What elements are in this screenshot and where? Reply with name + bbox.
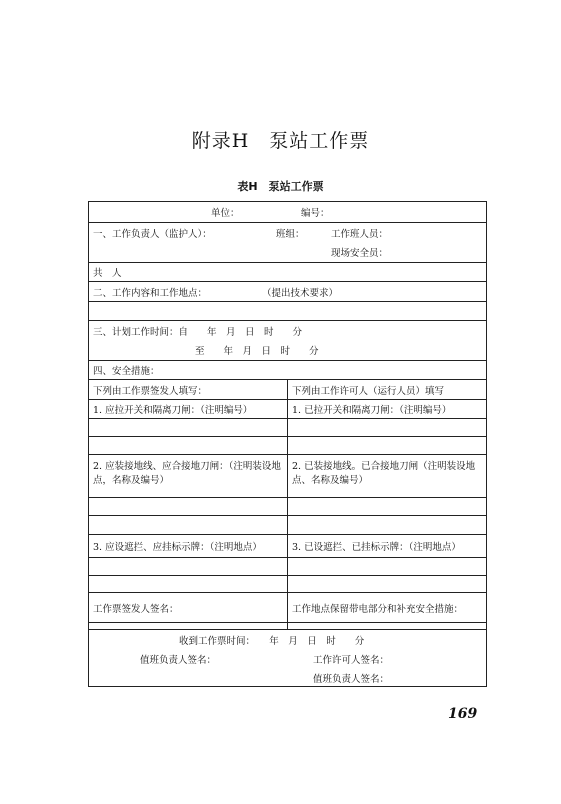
duty-sign: 值班负责人签名： <box>140 654 217 666</box>
table-caption: 表H 泵站工作票 <box>237 180 324 193</box>
row-signatures <box>89 592 486 622</box>
row-unit <box>89 202 486 222</box>
switch-opened: 1. 已拉开关和隔离刀闸：（注明编号） <box>292 405 452 416</box>
permit-sign: 工作许可人签名： <box>313 654 390 666</box>
blank-cell <box>89 558 288 575</box>
extra-measures: 工作地点保留带电部分和补充安全措施： <box>292 603 464 615</box>
unit-label: 单位： <box>211 208 240 219</box>
row-headers <box>89 379 486 399</box>
blank-cell <box>288 437 486 454</box>
blank-cell <box>89 516 288 534</box>
row-blank <box>89 418 486 436</box>
blank-cell <box>288 516 486 534</box>
blank-cell <box>288 419 486 436</box>
members-label: 工作班人员： <box>331 228 389 240</box>
row-grounding <box>89 454 486 497</box>
plan-to-label: 至 年 月 日 时 分 <box>195 346 319 357</box>
received-time: 收到工作票时间： 年 月 日 时 分 <box>179 635 365 647</box>
barrier-set: 3. 已设遮拦、已挂标示牌：（注明地点） <box>292 542 461 553</box>
row-safety-officer <box>89 242 486 262</box>
row-duty-2 <box>89 668 486 687</box>
team-label: 班组： <box>276 228 305 240</box>
content-note: （提出技术要求） <box>262 287 339 299</box>
row-duty-permit <box>89 649 486 668</box>
blank-cell <box>288 576 486 592</box>
row-received <box>89 629 486 649</box>
blank-cell <box>89 437 288 454</box>
plan-from-label: 三、计划工作时间：自 年 月 日 时 分 <box>93 326 303 338</box>
barrier-to-set: 3. 应设遮拦、应挂标示牌：（注明地点） <box>89 535 288 557</box>
safety-officer-label: 现场安全员： <box>331 248 389 259</box>
blank-cell <box>89 419 288 436</box>
row-total <box>89 262 486 281</box>
blank-cell <box>89 576 288 592</box>
row-leader <box>89 222 486 242</box>
row-blank <box>89 575 486 592</box>
content-label: 二、工作内容和工作地点： <box>93 287 208 299</box>
row-plan-from <box>89 320 486 340</box>
duty-sign-2: 值班负责人签名： <box>313 673 390 685</box>
page-number: 169 <box>448 706 478 722</box>
row-blank <box>89 622 486 629</box>
measures-label: 四、安全措施： <box>93 366 160 377</box>
row-blank <box>89 497 486 515</box>
grounding-to-install: 2. 应装接地线、应合接地刀闸：（注明装设地点，名称及编号） <box>89 455 288 497</box>
blank-cell <box>288 558 486 575</box>
row-switch <box>89 399 486 418</box>
switch-to-open: 1. 应拉开关和隔离刀闸：（注明编号） <box>89 400 288 418</box>
row-content-blank <box>89 301 486 320</box>
issuer-sign: 工作票签发人签名： <box>89 593 288 622</box>
appendix-title: 附录H 泵站工作票 <box>191 130 370 152</box>
leader-label: 一、工作负责人（监护人）： <box>93 228 212 240</box>
left-header: 下列由工作票签发人填写： <box>89 380 288 399</box>
blank-cell <box>288 498 486 515</box>
row-plan-to <box>89 340 486 360</box>
row-content <box>89 281 486 301</box>
row-blank <box>89 557 486 575</box>
serial-label: 编号： <box>301 208 330 219</box>
row-barrier <box>89 534 486 557</box>
grounding-installed: 2. 已装接地线。已合接地刀闸（注明装设地点、名称及编号） <box>292 461 476 486</box>
row-blank <box>89 436 486 454</box>
blank-cell <box>89 498 288 515</box>
work-ticket-table <box>88 201 487 687</box>
row-measures <box>89 360 486 379</box>
total-label: 共 人 <box>93 268 122 279</box>
right-header: 下列由工作许可人（运行人员）填写 <box>292 385 445 397</box>
row-blank <box>89 515 486 534</box>
